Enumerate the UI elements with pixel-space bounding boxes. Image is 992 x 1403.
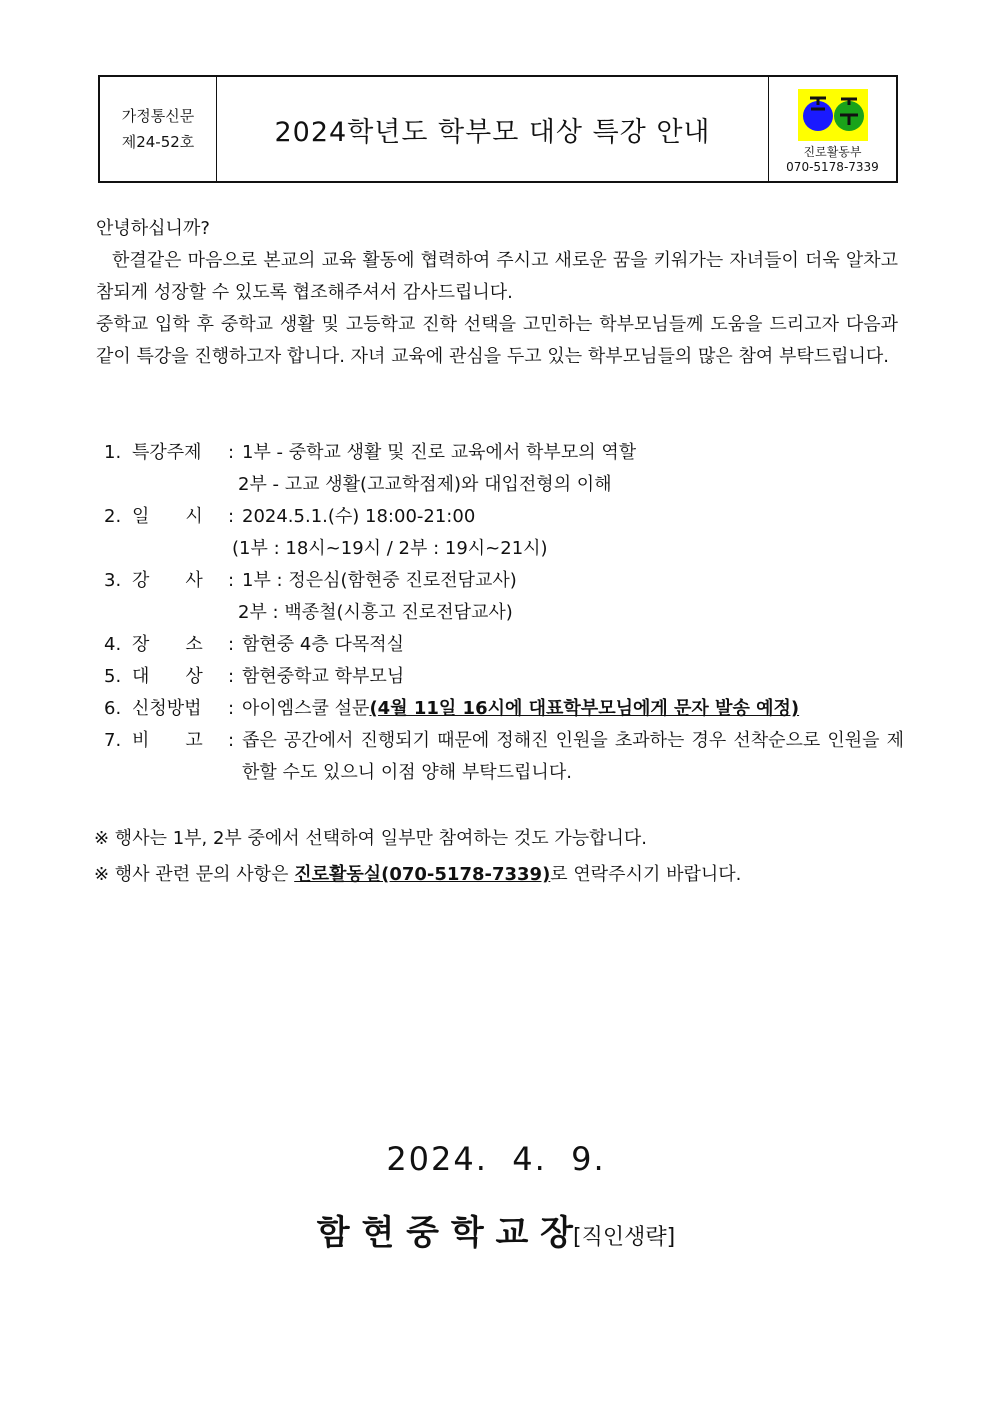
item-number: 6. (104, 698, 122, 719)
item-number: 5. (104, 666, 122, 687)
note-line (94, 857, 741, 893)
header-box (98, 75, 898, 183)
intro-paragraph: 한결같은 마음으로 본교의 교육 활동에 협력하여 주시고 새로운 꿈을 키워가는 자녀들이 더욱 알차고 참되게 성장할 수 있도록 협조해주셔서 감사드립니다. (96, 250, 898, 303)
item-number: 1. (104, 442, 122, 463)
item-number: 7. (104, 730, 122, 751)
detail-list (104, 437, 904, 789)
note-line: ※ 행사는 1부, 2부 중에서 선택하여 일부만 참여하는 것도 가능합니다. (94, 828, 648, 849)
dept-phone: 070-5178-7339 (786, 160, 879, 174)
item-value: 2부 : 백종철(시흥고 진로전담교사) (238, 602, 513, 623)
item-label: 일 시 (132, 506, 203, 527)
intro-paragraph-2: 중학교 입학 후 중학교 생활 및 고등학교 진학 선택을 고민하는 학부모님들께 도움을 드리고자 다음과 같이 특강을 진행하고자 합니다. 자녀 교육에 관심을 두고 있는 학부모님들의 많은 참여 부탁드립니다. (96, 314, 898, 367)
list-item (104, 565, 904, 597)
contact-info: 진로활동실(070-5178-7339) (294, 864, 551, 885)
item-value: 2024.5.1.(수) 18:00-21:00 (242, 506, 476, 527)
doc-type: 가정통신문 (121, 107, 195, 125)
item-colon: : (228, 730, 235, 751)
item-label: 비 고 (132, 730, 203, 751)
seal-note: [직인생략] (573, 1225, 676, 1250)
item-value: 함현중 4층 다목적실 (242, 634, 404, 655)
item-label: 신청방법 (132, 698, 202, 719)
item-colon: : (228, 698, 235, 719)
notes (94, 821, 741, 893)
item-colon: : (228, 634, 235, 655)
list-item (104, 725, 904, 789)
item-colon: : (228, 666, 235, 687)
list-item (104, 661, 904, 693)
item-value: 함현중학교 학부모님 (242, 666, 405, 687)
note-text: ※ 행사 관련 문의 사항은 (94, 864, 295, 885)
school-logo-icon (798, 89, 868, 141)
apply-emphasis: (4월 11일 16시에 대표학부모님에게 문자 발송 예정) (369, 698, 800, 719)
dept-name: 진로활동부 (803, 145, 862, 159)
item-label: 특강주제 (132, 442, 202, 463)
item-value: 2부 - 고교 생활(고교학점제)와 대입전형의 이해 (238, 474, 612, 495)
item-colon: : (228, 506, 235, 527)
doc-info (100, 77, 217, 181)
signer-line (0, 1205, 992, 1254)
item-number: 4. (104, 634, 122, 655)
item-label: 강 사 (132, 570, 203, 591)
item-number: 3. (104, 570, 122, 591)
list-item (104, 437, 904, 469)
item-colon: : (228, 442, 235, 463)
item-value: 1부 : 정은심(함현중 진로전담교사) (242, 570, 517, 591)
item-label: 대 상 (132, 666, 203, 687)
dept-info (768, 77, 896, 181)
doc-number: 제24-52호 (121, 133, 195, 151)
list-item (104, 629, 904, 661)
item-number: 2. (104, 506, 122, 527)
item-colon: : (228, 570, 235, 591)
list-item-continued (104, 469, 904, 501)
list-item (104, 501, 904, 533)
item-value: (1부 : 18시~19시 / 2부 : 19시~21시) (232, 538, 548, 559)
issue-date: 2024. 4. 9. (386, 1140, 606, 1178)
greeting: 안녕하십니까? (96, 218, 210, 239)
item-value: 1부 - 중학교 생활 및 진로 교육에서 학부모의 역할 (242, 442, 637, 463)
item-label: 장 소 (132, 634, 203, 655)
page-title: 2024학년도 학부모 대상 특강 안내 (274, 116, 711, 148)
note-text: 로 연락주시기 바랍니다. (550, 864, 742, 885)
item-value: 좁은 공간에서 진행되기 때문에 정해진 인원을 초과하는 경우 선착순으로 인원을 제한할 수도 있으니 이점 양해 부탁드립니다. (242, 730, 904, 783)
item-value-group (242, 693, 904, 725)
list-item (104, 693, 904, 725)
list-item-continued (104, 597, 904, 629)
item-value: 아이엠스쿨 설문 (242, 698, 370, 719)
signer-name: 함 현 중 학 교 장 (316, 1213, 574, 1253)
list-item-continued (104, 533, 904, 565)
